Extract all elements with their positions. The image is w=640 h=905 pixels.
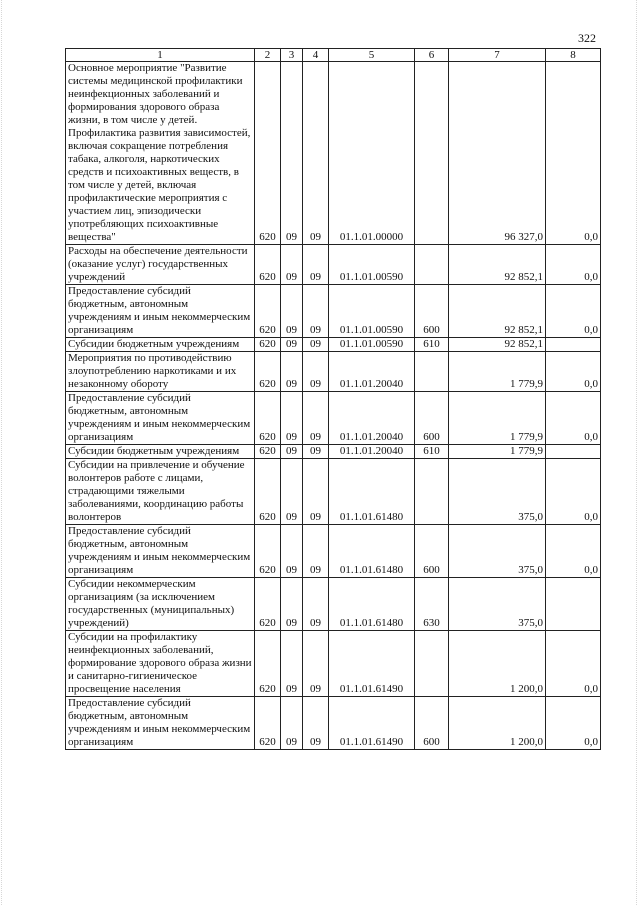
cell-change: 0,0: [546, 62, 601, 245]
cell-amount: 375,0: [449, 459, 546, 525]
cell-expense-type: 600: [415, 285, 449, 338]
cell-amount: 375,0: [449, 525, 546, 578]
cell-expense-type: 600: [415, 697, 449, 750]
cell-subsection: 09: [303, 578, 329, 631]
cell-change: 0,0: [546, 459, 601, 525]
cell-expense-type: [415, 459, 449, 525]
cell-expense-type: 610: [415, 445, 449, 459]
cell-ministry-code: 620: [255, 525, 281, 578]
table-row: [66, 525, 601, 578]
cell-change: [546, 445, 601, 459]
cell-ministry-code: 620: [255, 338, 281, 352]
table-header-row: [66, 49, 601, 62]
table-row: [66, 578, 601, 631]
table-row: [66, 697, 601, 750]
column-header: 7: [449, 49, 546, 62]
cell-expense-type: 600: [415, 392, 449, 445]
cell-ministry-code: 620: [255, 578, 281, 631]
cell-section: 09: [281, 578, 303, 631]
cell-amount: 1 779,9: [449, 445, 546, 459]
cell-description: Субсидии на привлечение и обучение волонтеров работе с лицами, страдающими тяжелыми заболеваниями, координацию работы волонтеров: [66, 459, 255, 525]
cell-description: Мероприятия по противодействию злоупотреблению наркотиками и их незаконному обороту: [66, 352, 255, 392]
table-row: [66, 352, 601, 392]
cell-amount: 92 852,1: [449, 285, 546, 338]
cell-ministry-code: 620: [255, 285, 281, 338]
table-row: [66, 459, 601, 525]
cell-section: 09: [281, 459, 303, 525]
cell-expense-type: 600: [415, 525, 449, 578]
cell-ministry-code: 620: [255, 352, 281, 392]
cell-subsection: 09: [303, 631, 329, 697]
cell-change: 0,0: [546, 697, 601, 750]
cell-ministry-code: 620: [255, 392, 281, 445]
cell-section: 09: [281, 631, 303, 697]
cell-subsection: 09: [303, 445, 329, 459]
cell-target-article: 01.1.01.00590: [329, 285, 415, 338]
cell-amount: 1 200,0: [449, 697, 546, 750]
cell-expense-type: 630: [415, 578, 449, 631]
cell-expense-type: [415, 62, 449, 245]
cell-target-article: 01.1.01.61480: [329, 525, 415, 578]
cell-change: 0,0: [546, 245, 601, 285]
cell-change: 0,0: [546, 525, 601, 578]
cell-target-article: 01.1.01.00590: [329, 245, 415, 285]
table-row: [66, 445, 601, 459]
cell-section: 09: [281, 697, 303, 750]
cell-section: 09: [281, 245, 303, 285]
cell-change: [546, 338, 601, 352]
page-number: 322: [578, 31, 596, 45]
cell-target-article: 01.1.01.61480: [329, 459, 415, 525]
cell-description: Расходы на обеспечение деятельности (оказание услуг) государственных учреждений: [66, 245, 255, 285]
cell-amount: 92 852,1: [449, 338, 546, 352]
column-header: 5: [329, 49, 415, 62]
cell-ministry-code: 620: [255, 459, 281, 525]
cell-amount: 375,0: [449, 578, 546, 631]
cell-ministry-code: 620: [255, 62, 281, 245]
cell-expense-type: [415, 245, 449, 285]
cell-subsection: 09: [303, 392, 329, 445]
cell-change: 0,0: [546, 392, 601, 445]
cell-description: Субсидии бюджетным учреждениям: [66, 338, 255, 352]
column-header: 6: [415, 49, 449, 62]
cell-target-article: 01.1.01.20040: [329, 392, 415, 445]
cell-subsection: 09: [303, 352, 329, 392]
cell-target-article: 01.1.01.61490: [329, 631, 415, 697]
table-row: [66, 62, 601, 245]
cell-subsection: 09: [303, 285, 329, 338]
cell-section: 09: [281, 62, 303, 245]
table-row: [66, 245, 601, 285]
cell-description: Предоставление субсидий бюджетным, автономным учреждениям и иным некоммерческим организациям: [66, 525, 255, 578]
cell-subsection: 09: [303, 525, 329, 578]
cell-description: Предоставление субсидий бюджетным, автономным учреждениям и иным некоммерческим организациям: [66, 697, 255, 750]
cell-target-article: 01.1.01.61490: [329, 697, 415, 750]
cell-change: [546, 578, 601, 631]
cell-section: 09: [281, 338, 303, 352]
column-header: 2: [255, 49, 281, 62]
cell-target-article: 01.1.01.20040: [329, 445, 415, 459]
cell-expense-type: [415, 631, 449, 697]
cell-amount: 1 779,9: [449, 352, 546, 392]
cell-section: 09: [281, 392, 303, 445]
cell-description: Предоставление субсидий бюджетным, автономным учреждениям и иным некоммерческим организациям: [66, 392, 255, 445]
cell-target-article: 01.1.01.20040: [329, 352, 415, 392]
cell-section: 09: [281, 352, 303, 392]
cell-target-article: 01.1.01.61480: [329, 578, 415, 631]
scan-right-edge: [636, 0, 638, 905]
cell-ministry-code: 620: [255, 445, 281, 459]
cell-amount: 96 327,0: [449, 62, 546, 245]
budget-table: [65, 48, 601, 750]
column-header: 3: [281, 49, 303, 62]
cell-amount: 1 200,0: [449, 631, 546, 697]
cell-description: Субсидии некоммерческим организациям (за исключением государственных (муниципальных) учреждений): [66, 578, 255, 631]
cell-amount: 1 779,9: [449, 392, 546, 445]
cell-subsection: 09: [303, 62, 329, 245]
cell-target-article: 01.1.01.00590: [329, 338, 415, 352]
cell-description: Субсидии бюджетным учреждениям: [66, 445, 255, 459]
table-row: [66, 338, 601, 352]
cell-target-article: 01.1.01.00000: [329, 62, 415, 245]
cell-description: Предоставление субсидий бюджетным, автономным учреждениям и иным некоммерческим организациям: [66, 285, 255, 338]
cell-subsection: 09: [303, 338, 329, 352]
column-header: 1: [66, 49, 255, 62]
cell-description: Субсидии на профилактику неинфекционных заболеваний, формирование здорового образа жизни и санитарно-гигиеническое просвещение населения: [66, 631, 255, 697]
column-header: 8: [546, 49, 601, 62]
table-row: [66, 631, 601, 697]
cell-expense-type: 610: [415, 338, 449, 352]
cell-change: 0,0: [546, 631, 601, 697]
cell-amount: 92 852,1: [449, 245, 546, 285]
column-header: 4: [303, 49, 329, 62]
cell-ministry-code: 620: [255, 631, 281, 697]
cell-change: 0,0: [546, 352, 601, 392]
cell-section: 09: [281, 525, 303, 578]
cell-section: 09: [281, 445, 303, 459]
scan-left-edge: [1, 0, 3, 905]
cell-section: 09: [281, 285, 303, 338]
cell-change: 0,0: [546, 285, 601, 338]
cell-expense-type: [415, 352, 449, 392]
table-row: [66, 392, 601, 445]
cell-description: Основное мероприятие "Развитие системы медицинской профилактики неинфекционных заболеваний и формирования здорового образа жизни, в том числе у детей. Профилактика развития зависимостей, включая сокращение потребления табака, алкоголя, наркотических средств и психоактивных веществ, в том числе у детей, включая профилактические мероприятия с участием лиц, эпизодически употребляющих психоактивные вещества": [66, 62, 255, 245]
cell-subsection: 09: [303, 697, 329, 750]
cell-ministry-code: 620: [255, 245, 281, 285]
table-row: [66, 285, 601, 338]
cell-subsection: 09: [303, 245, 329, 285]
cell-subsection: 09: [303, 459, 329, 525]
cell-ministry-code: 620: [255, 697, 281, 750]
